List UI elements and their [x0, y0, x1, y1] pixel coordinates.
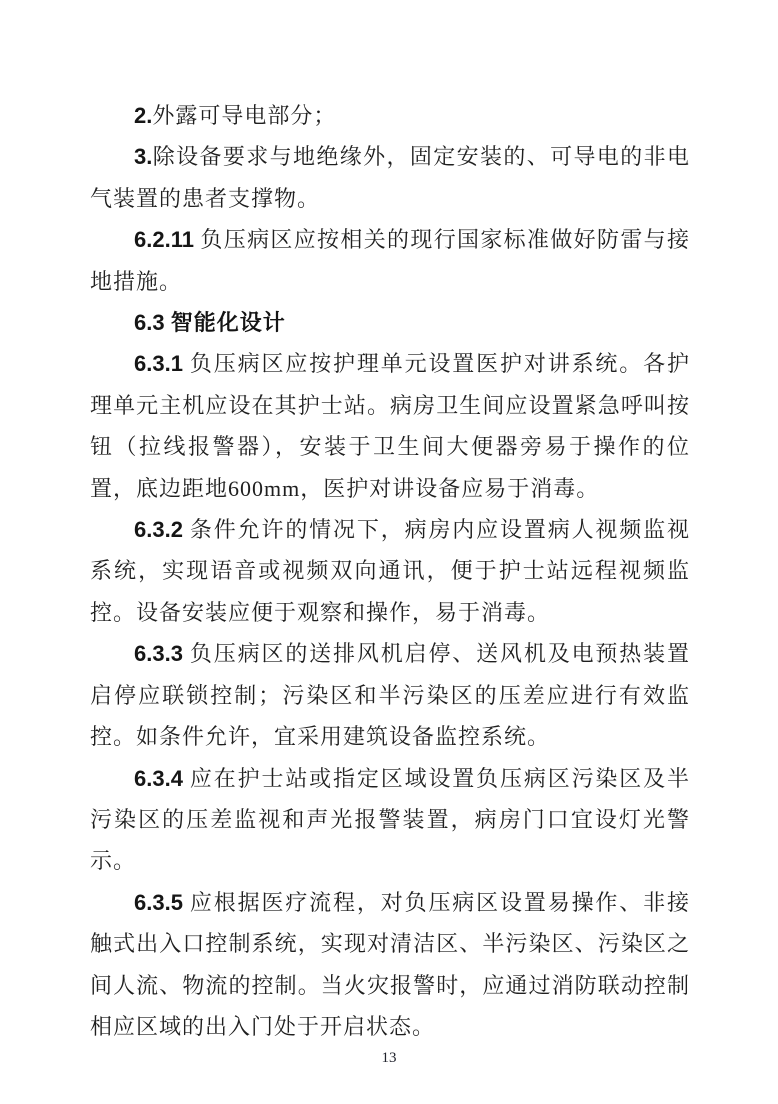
- clause-text: 应在护士站或指定区域设置负压病区污染区及半污染区的压差监视和声光报警装置，病房门口宜设灯光警示。: [90, 765, 690, 874]
- clause-number: 6.2.11: [134, 227, 201, 253]
- clause-number: 6.3.4: [134, 765, 190, 791]
- clause-number: 6.3.2: [134, 517, 190, 543]
- section-heading: [90, 302, 690, 343]
- clause-paragraph: [90, 633, 690, 757]
- clause-paragraph: [90, 343, 690, 509]
- page-number: 13: [381, 1050, 397, 1066]
- clause-text: 应根据医疗流程，对负压病区设置易操作、非接触式出入口控制系统，实现对清洁区、半污染区、污染区之间人流、物流的控制。当火灾报警时，应通过消防联动控制相应区域的出入门处于开启状态。: [90, 889, 690, 1039]
- clause-paragraph: [90, 882, 690, 1048]
- clause-number: 6.3.3: [134, 641, 190, 667]
- clause-paragraph: [90, 136, 690, 219]
- clause-number: 2.: [134, 103, 153, 128]
- clause-text: 负压病区应按相关的现行国家标准做好防雷与接地措施。: [90, 227, 690, 294]
- clause-text: 外露可导电部分；: [152, 103, 337, 128]
- clause-paragraph: [90, 758, 690, 882]
- clause-text: 智能化设计: [170, 310, 286, 336]
- clause-number: 6.3.5: [134, 889, 190, 915]
- document-body: [90, 95, 690, 1047]
- clause-number: 3.: [134, 144, 153, 170]
- clause-paragraph: [90, 95, 690, 136]
- clause-text: 负压病区应按护理单元设置医护对讲系统。各护理单元主机应设在其护士站。病房卫生间应设置紧急呼叫按钮（拉线报警器），安装于卫生间大便器旁易于操作的位置，底边距地600mm，医护对讲设备应易于消毒。: [90, 351, 690, 501]
- clause-number: 6.3.1: [134, 351, 190, 377]
- clause-paragraph: [90, 219, 690, 302]
- clause-text: 负压病区的送排风机启停、送风机及电预热装置启停应联锁控制；污染区和半污染区的压差应进行有效监控。如条件允许，宜采用建筑设备监控系统。: [90, 641, 690, 750]
- clause-text: 条件允许的情况下，病房内应设置病人视频监视系统，实现语音或视频双向通讯，便于护士站远程视频监控。设备安装应便于观察和操作，易于消毒。: [90, 517, 690, 625]
- clause-paragraph: [90, 509, 690, 633]
- clause-number: 6.3: [134, 310, 171, 336]
- clause-text: 除设备要求与地绝缘外，固定安装的、可导电的非电气装置的患者支撑物。: [90, 144, 690, 211]
